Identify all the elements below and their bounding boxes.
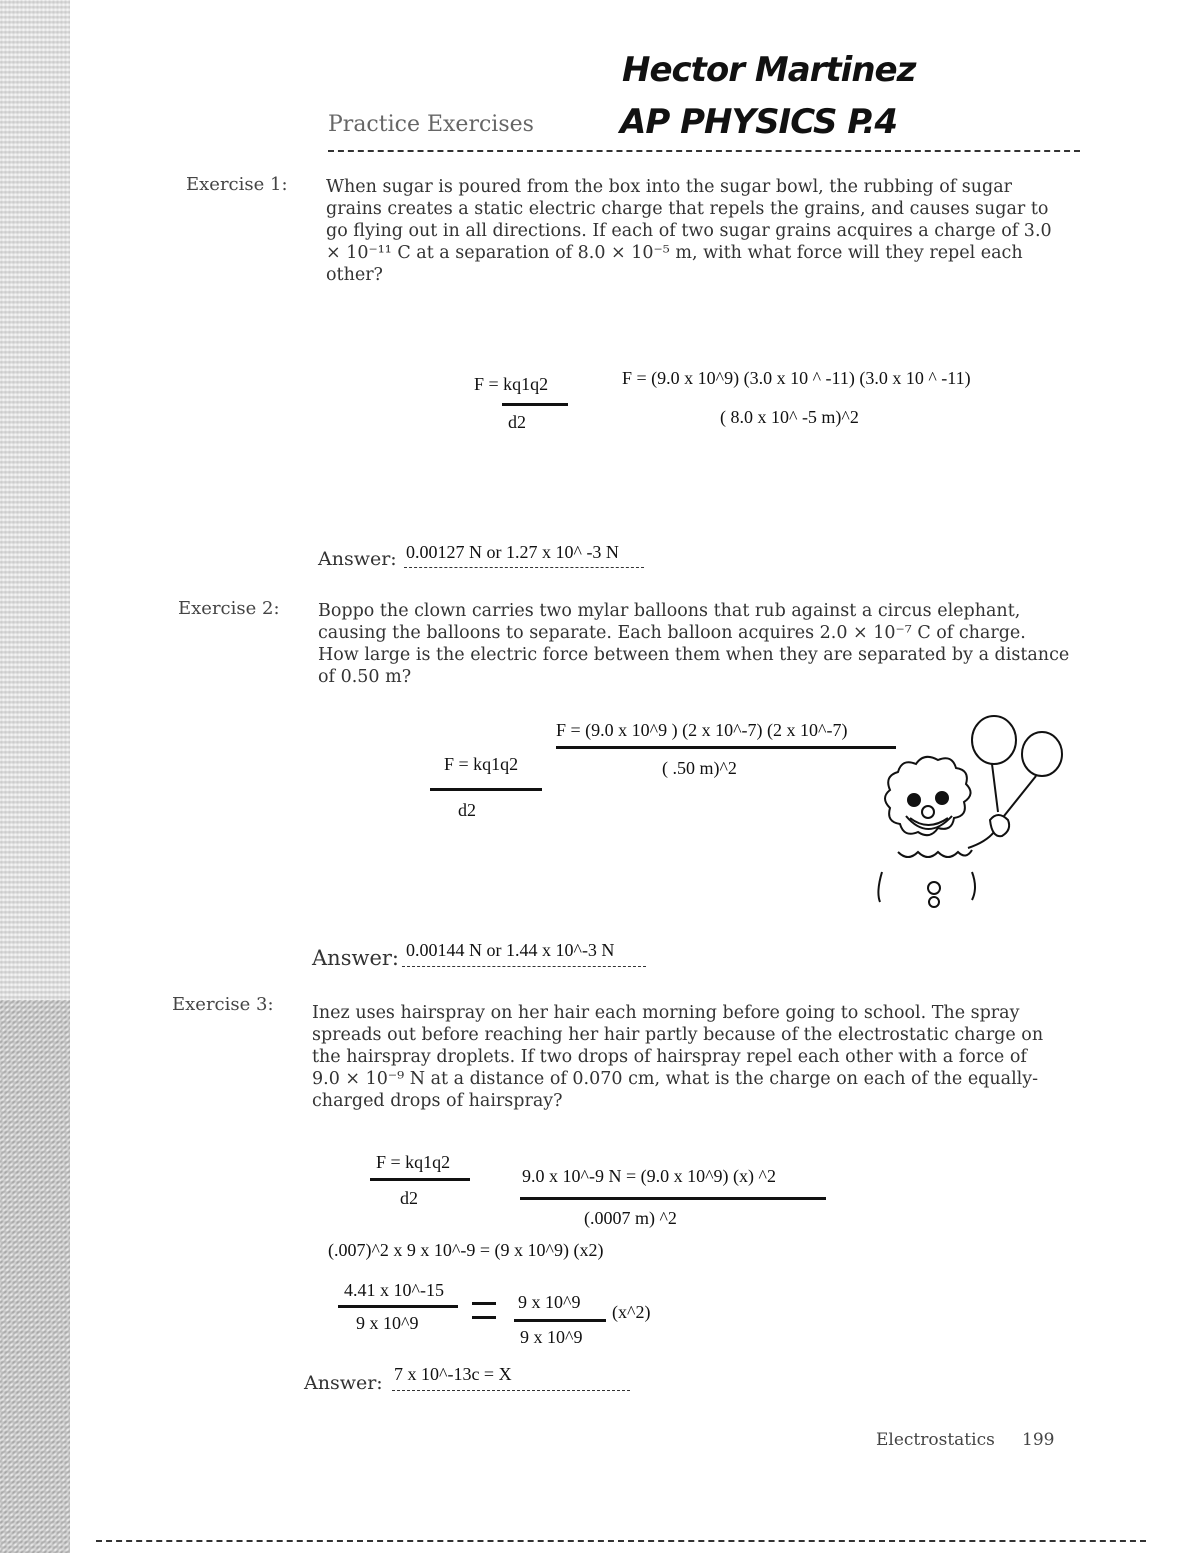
exercise-1-answer-label: Answer:: [318, 548, 397, 570]
exercise-2-answer-line: [402, 966, 646, 967]
exercise-3-answer-line: [392, 1390, 630, 1391]
balloon-left: [972, 716, 1016, 764]
exercise-3-formula-bar: [370, 1178, 470, 1181]
scan-edge-noise-lower: [0, 1000, 70, 1553]
exercise-3-label: Exercise 3:: [172, 994, 274, 1015]
exercise-3-step-2-right-denominator: 9 x 10^9: [520, 1327, 583, 1347]
exercise-1-formula-numerator: F = kq1q2: [474, 374, 549, 394]
exercise-3-answer-label: Answer:: [304, 1372, 383, 1394]
exercise-3-work-numerator: 9.0 x 10^-9 N = (9.0 x 10^9) (x) ^2: [522, 1166, 776, 1186]
exercise-1-problem: When sugar is poured from the box into the sugar bowl, the rubbing of sugar grains creates a static electric charge that repels the grains, and causes sugar to go flying out in all directions. If each of two sugar grains acquires a charge of 3.0 × 10⁻¹¹ C at a separation of 8.0 × 10⁻⁵ m, with what force will they repel each other?: [326, 177, 1052, 285]
exercise-3-step-2-right-numerator: 9 x 10^9: [518, 1292, 581, 1312]
exercise-2-formula-denominator: d2: [458, 800, 476, 820]
exercise-3-step-2-left-bar: [338, 1305, 458, 1308]
exercise-3-step-1: (.007)^2 x 9 x 10^-9 = (9 x 10^9) (x2): [328, 1240, 604, 1260]
class-name: AP PHYSICS P.4: [620, 102, 897, 142]
exercise-3-work-denominator: (.0007 m) ^2: [584, 1208, 677, 1228]
exercise-1-label: Exercise 1:: [186, 174, 288, 195]
exercise-3-problem: Inez uses hairspray on her hair each morning before going to school. The spray spreads out before reaching her hair partly because of the electrostatic charge on the hairspray droplets. If two drops of hairspray repel each other with a force of 9.0 × 10⁻⁹ N at a distance of 0.070 cm, what is the charge on each of the equally-charged drops of hairspray?: [312, 1003, 1044, 1111]
exercise-2-work-numerator: F = (9.0 x 10^9 ) (2 x 10^-7) (2 x 10^-7): [556, 720, 848, 740]
exercise-2-work-denominator: ( .50 m)^2: [662, 758, 737, 778]
exercise-1-answer: 0.00127 N or 1.27 x 10^ -3 N: [406, 542, 619, 562]
exercise-3-step-2-tail: (x^2): [612, 1302, 651, 1322]
section-title: Practice Exercises: [328, 112, 534, 137]
exercise-1-work-numerator: F = (9.0 x 10^9) (3.0 x 10 ^ -11) (3.0 x 10 ^ -11): [622, 368, 971, 388]
exercise-3-step-2-left-numerator: 4.41 x 10^-15: [344, 1280, 444, 1300]
exercise-2-answer: 0.00144 N or 1.44 x 10^-3 N: [406, 940, 615, 960]
equals-sign-bottom: [472, 1316, 496, 1319]
balloon-right: [1022, 732, 1062, 776]
exercise-2-label: Exercise 2:: [178, 598, 280, 619]
footer-chapter: Electrostatics: [876, 1430, 995, 1450]
exercise-3-formula-denominator: d2: [400, 1188, 418, 1208]
exercise-2-formula-bar: [430, 788, 542, 791]
exercise-1-formula-denominator: d2: [508, 412, 526, 432]
exercise-2-formula-numerator: F = kq1q2: [444, 754, 519, 774]
exercise-3-step-2-right-bar: [514, 1319, 606, 1322]
exercise-1-answer-line: [404, 567, 644, 568]
header-rule: [328, 150, 1080, 152]
exercise-2-problem: Boppo the clown carries two mylar balloons that rub against a circus elephant, causing the balloons to separate. Each balloon acquires 2.0 × 10⁻⁷ C of charge. How large is the electric force between them when they are separated by a distance of 0.50 m?: [318, 601, 1070, 687]
clown-illustration: [868, 712, 1068, 908]
exercise-2-work-bar: [556, 746, 896, 749]
exercise-2-answer-label: Answer:: [312, 946, 399, 970]
bottom-rule: [96, 1540, 1146, 1542]
exercise-1-work-denominator: ( 8.0 x 10^ -5 m)^2: [720, 407, 859, 427]
footer-page-number: 199: [1022, 1430, 1055, 1450]
exercise-3-step-2-left-denominator: 9 x 10^9: [356, 1313, 419, 1333]
student-name: Hector Martinez: [622, 50, 916, 90]
exercise-1-formula-bar: [502, 403, 568, 406]
exercise-3-work-bar: [520, 1197, 826, 1200]
exercise-3-answer: 7 x 10^-13c = X: [394, 1364, 512, 1384]
exercise-3-formula-numerator: F = kq1q2: [376, 1152, 451, 1172]
equals-sign-top: [472, 1302, 496, 1305]
